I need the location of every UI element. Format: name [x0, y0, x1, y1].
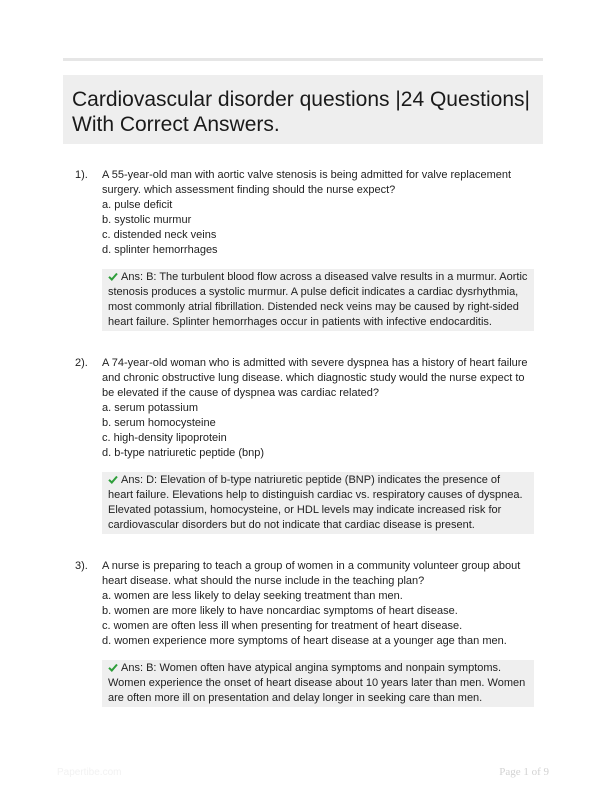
question-stem: A 55-year-old man with aortic valve stenosis is being admitted for valve replacement surgery. which assessment finding should the nurse expect? [102, 169, 512, 196]
check-icon [108, 663, 118, 672]
answer-paragraph [108, 661, 528, 706]
answer-paragraph [108, 473, 528, 533]
option-c: c. distended neck veins [102, 229, 217, 241]
option-a: a. women are less likely to delay seeking treatment than men. [102, 590, 403, 602]
footer-watermark: Papertibe.com [57, 767, 122, 778]
option-a: a. serum potassium [102, 402, 198, 414]
title-banner [63, 75, 543, 144]
option-b: b. women are more likely to have noncardiac symptoms of heart disease. [102, 605, 458, 617]
answer-box [102, 660, 534, 707]
question-body [102, 356, 539, 461]
question-number: 2). [75, 357, 88, 369]
document-title: Cardiovascular disorder questions |24 Questions| With Correct Answers. [72, 88, 530, 136]
option-c: c. high-density lipoprotein [102, 432, 227, 444]
answer-text: Ans: B: The turbulent blood flow across a diseased valve results in a murmur. Aortic stenosis produces a systolic murmur. A pulse deficit indicates a cardiac dysrhythmia, most commonly atrial fibrillation. Distended neck veins may be caused by right-sided heart failure. Splinter hemorrhages occur in patients with infective endocarditis. [108, 271, 528, 328]
answer-paragraph [108, 270, 528, 330]
answer-text: Ans: D: Elevation of b-type natriuretic peptide (BNP) indicates the presence of heart failure. Elevations help to distinguish cardiac vs. respiratory causes of dyspnea. Elevated potassium, homocysteine, or HDL levels may indicate increased risk for cardiovascular disorders but do not indicate that cardiac disease is present. [108, 474, 523, 531]
option-b: b. systolic murmur [102, 214, 192, 226]
question-body [102, 168, 539, 258]
answer-box [102, 472, 534, 534]
question-stem: A nurse is preparing to teach a group of women in a community volunteer group about heart disease. what should the nurse include in the teaching plan? [102, 560, 521, 587]
option-list [102, 589, 539, 649]
question-body [102, 559, 539, 649]
check-icon [108, 475, 118, 484]
page-indicator: Page 1 of 9 [499, 766, 549, 778]
option-d: d. splinter hemorrhages [102, 244, 218, 256]
option-d: d. b-type natriuretic peptide (bnp) [102, 447, 265, 459]
answer-text: Ans: B: Women often have atypical angina symptoms and nonpain symptoms. Women experience the onset of heart disease about 10 years later than men. Women are often more ill on presentation and delay longer in seeking care than men. [108, 662, 526, 704]
option-c: c. women are often less ill when presenting for treatment of heart disease. [102, 620, 463, 632]
option-b: b. serum homocysteine [102, 417, 216, 429]
question-number: 1). [75, 169, 88, 181]
option-list [102, 401, 539, 461]
option-a: a. pulse deficit [102, 199, 173, 211]
top-divider [63, 58, 543, 61]
option-d: d. women experience more symptoms of heart disease at a younger age than men. [102, 635, 507, 647]
answer-box [102, 269, 534, 331]
question-number: 3). [75, 560, 88, 572]
check-icon [108, 272, 118, 281]
option-list [102, 198, 539, 258]
question-stem: A 74-year-old woman who is admitted with severe dyspnea has a history of heart failure and chronic obstructive lung disease. which diagnostic study would the nurse expect to be elevated if the cause of dyspnea was cardiac related? [102, 357, 528, 399]
